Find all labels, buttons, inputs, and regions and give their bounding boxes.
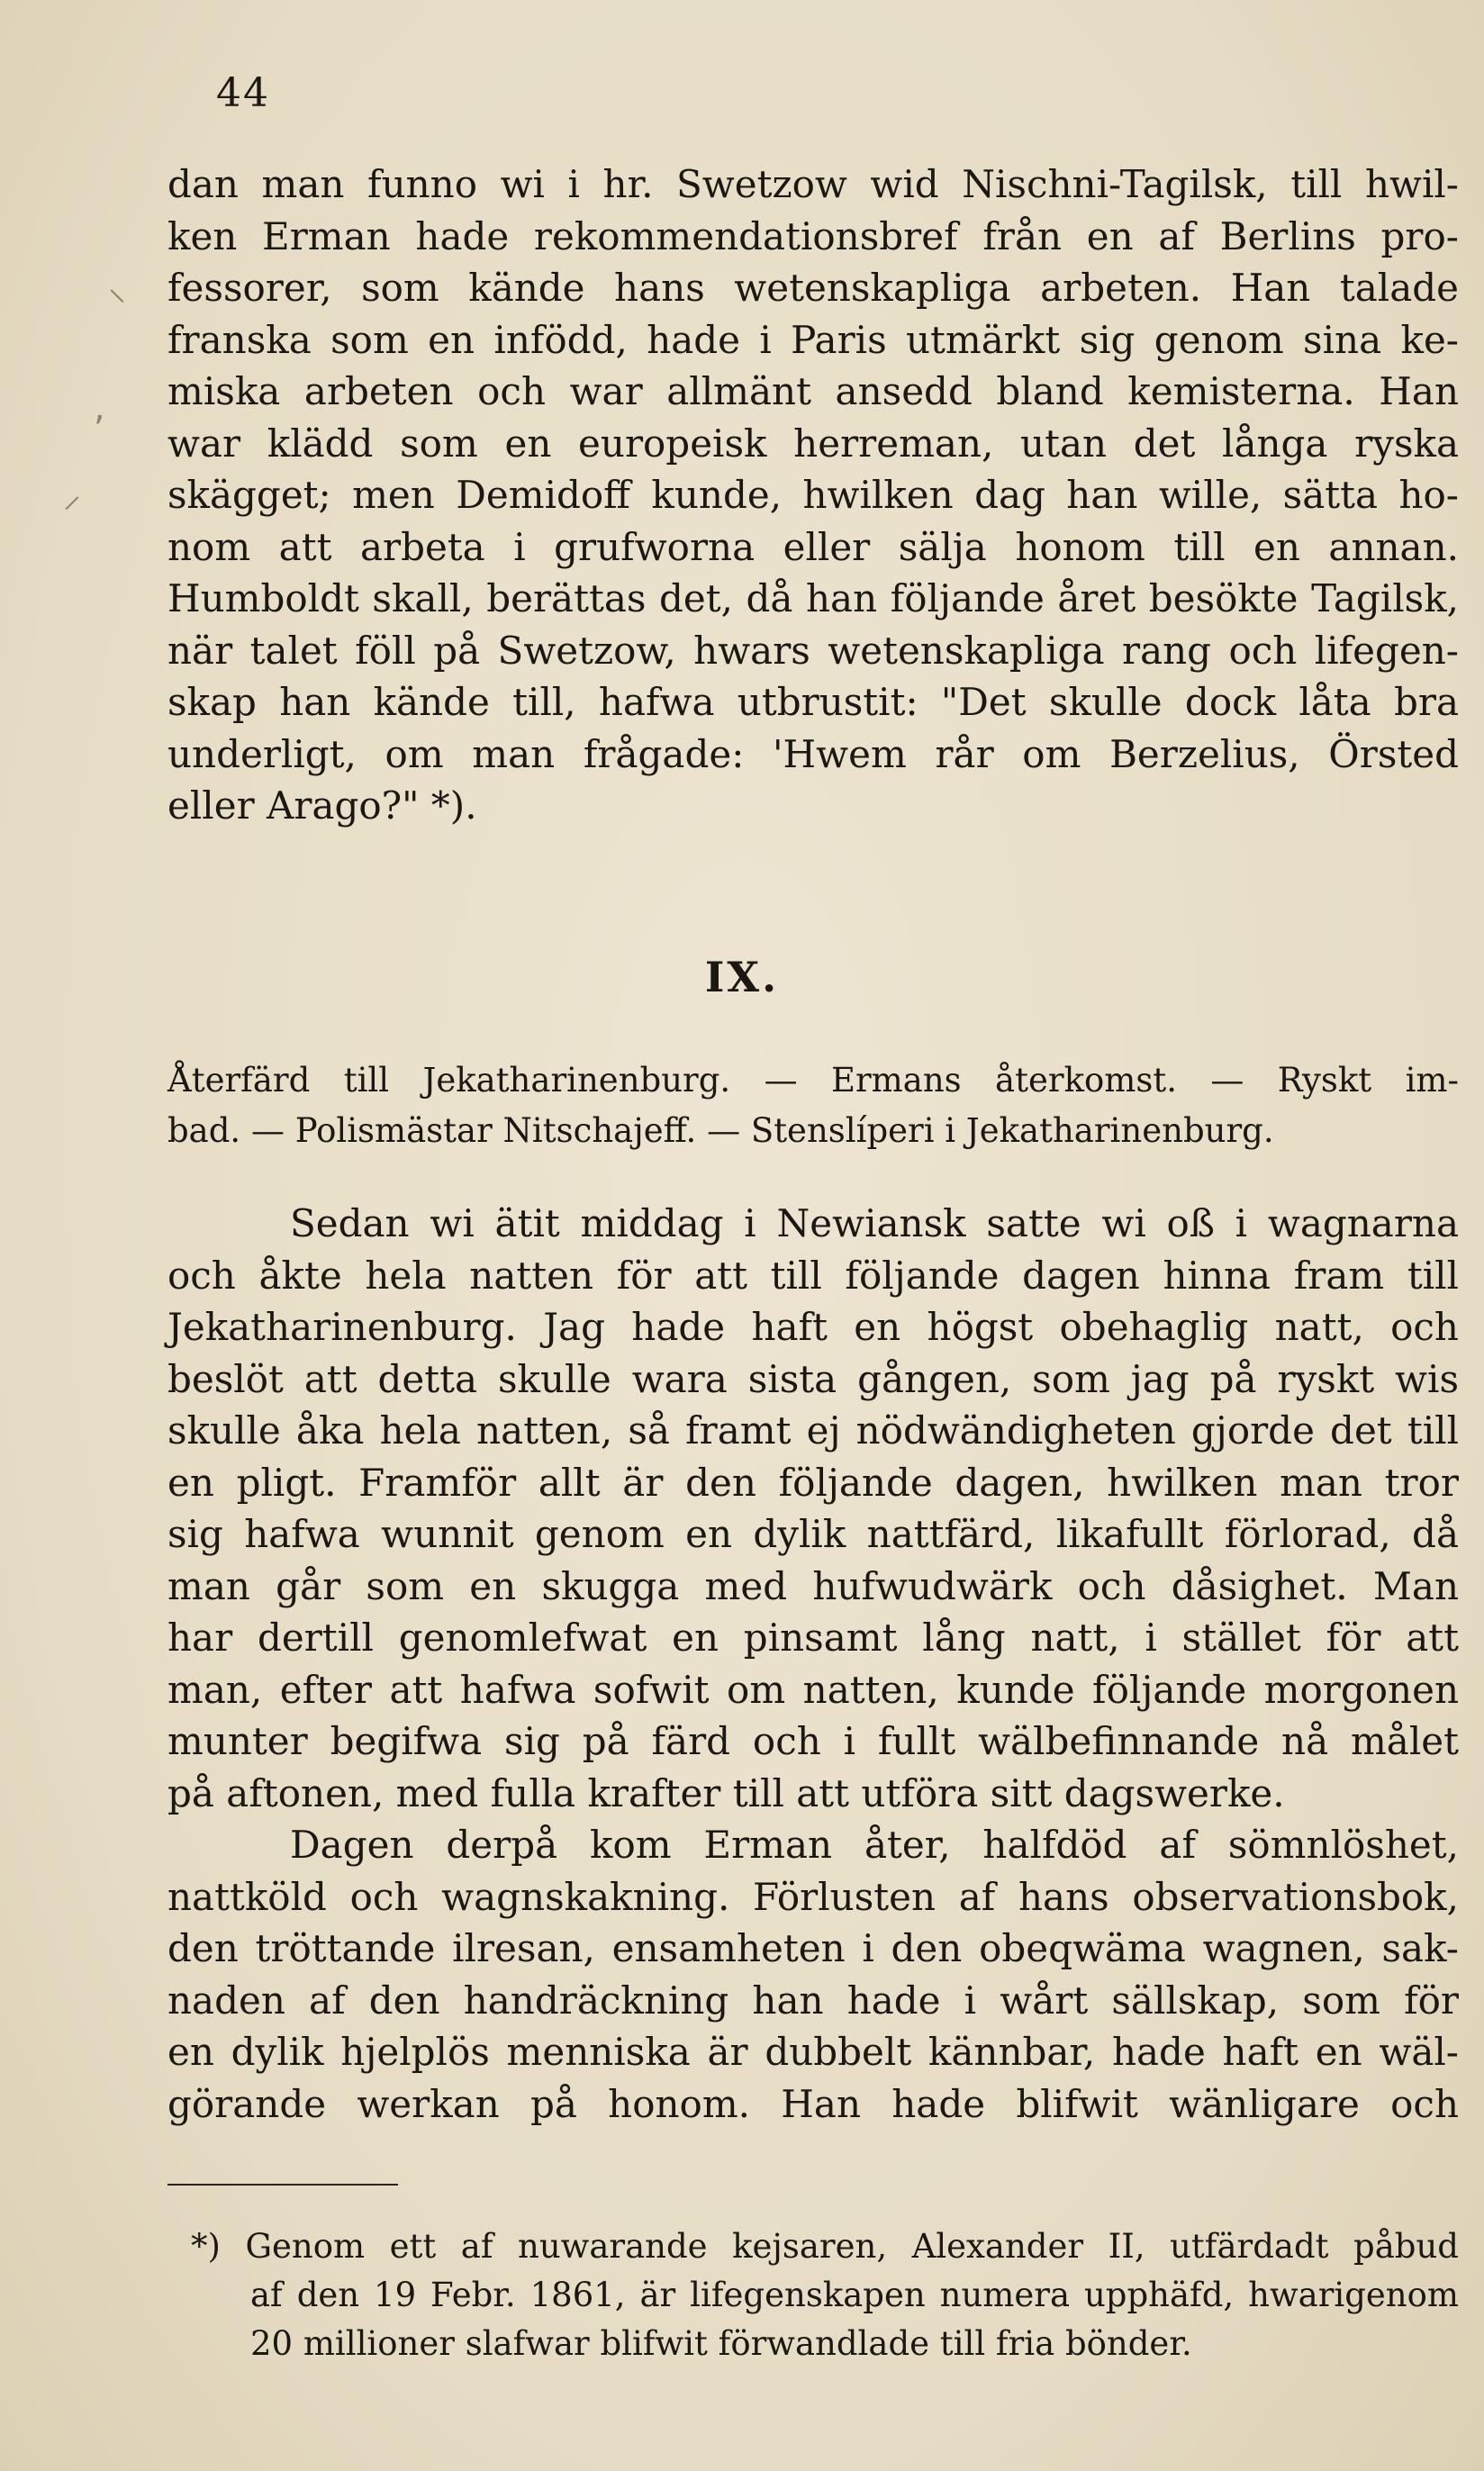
summary-line: Återfärd till Jekatharinenburg. — Ermans återkomst. — Ryskt im- xyxy=(167,1061,1459,1100)
chapter-body xyxy=(167,1198,1459,2130)
text-line: nattköld och wagnskakning. Förlusten af hans observationsbok, xyxy=(167,1874,1459,1919)
text-line: munter begifwa sig på färd och i fullt wälbefinnande nå målet xyxy=(167,1719,1459,1763)
text-line: underligt, om man frågade: 'Hwem rår om Berzelius, Örsted xyxy=(167,731,1459,776)
text-line: man, efter att hafwa sofwit om natten, kunde följande morgonen xyxy=(167,1667,1459,1712)
text-line: dan man funno wi i hr. Swetzow wid Nischni-Tagilsk, till hwil- xyxy=(167,162,1459,206)
paragraph xyxy=(167,1819,1459,2130)
footnote-line: af den 19 Febr. 1861, är lifegenskapen numera upphäfd, hwarigenom xyxy=(250,2276,1459,2314)
text-line: beslöt att detta skulle wara sista gången, som jag på ryskt wis xyxy=(167,1356,1459,1401)
pencil-margin-mark: ⸝ xyxy=(63,475,81,516)
text-line: naden af den handräckning han hade i wårt sällskap, som för xyxy=(167,1978,1459,2023)
text-line: när talet föll på Swetzow, hwars wetenskapliga rang och lifegen- xyxy=(167,628,1459,673)
chapter-number: IX. xyxy=(704,953,780,1001)
text-line: en dylik hjelplös menniska är dubbelt kännbar, hade haft en wäl- xyxy=(167,2030,1459,2074)
paragraph-continuation xyxy=(167,158,1459,832)
text-line: skägget; men Demidoff kunde, hwilken dag han wille, sätta ho- xyxy=(167,473,1459,517)
text-line: skulle åka hela natten, så framt ej nödwändigheten gjorde det till xyxy=(167,1408,1459,1453)
text-line: Dagen derpå kom Erman åter, halfdöd af sömnlöshet, xyxy=(290,1823,1459,1867)
footnote xyxy=(191,2222,1459,2368)
text-line: den tröttande ilresan, ensamheten i den obeqwäma wagnen, sak- xyxy=(167,1926,1459,1970)
text-line: nom att arbeta i grufworna eller sälja honom till en annan. xyxy=(167,524,1459,569)
footnote-text: Genom ett af nuwarande kejsaren, Alexander II, utfärdadt påbud xyxy=(245,2227,1459,2266)
summary-line: bad. — Polismästar Nitschajeff. — Stenslíperi i Jekatharinenburg. xyxy=(167,1111,1274,1150)
pencil-margin-mark: , xyxy=(94,387,105,429)
text-line: fessorer, som kände hans wetenskapliga arbeten. Han talade xyxy=(167,266,1459,310)
text-line: man går som en skugga med hufwudwärk och dåsighet. Man xyxy=(167,1563,1459,1608)
paragraph xyxy=(167,1198,1459,1819)
text-line: Sedan wi ätit middag i Newiansk satte wi oß i wagnarna xyxy=(290,1201,1459,1245)
text-line: på aftonen, med fulla krafter till att utföra sitt dagswerke. xyxy=(167,1770,1285,1815)
text-line: war klädd som en europeisk herreman, utan det långa ryska xyxy=(167,421,1459,466)
text-line: Jekatharinenburg. Jag hade haft en högst obehaglig natt, och xyxy=(167,1305,1459,1349)
text-line: Humboldt skall, berättas det, då han följande året besökte Tagilsk, xyxy=(167,576,1459,620)
text-line: sig hafwa wunnit genom en dylik nattfärd, likafullt förlorad, då xyxy=(167,1512,1459,1556)
footnote-marker: *) xyxy=(191,2227,221,2266)
text-line: görande werkan på honom. Han hade blifwit wänligare och xyxy=(167,2081,1459,2126)
pencil-margin-mark: ⸜ xyxy=(108,267,126,309)
text-line: har dertill genomlefwat en pinsamt lång natt, i stället för att xyxy=(167,1616,1459,1660)
text-line: en pligt. Framför allt är den följande dagen, hwilken man tror xyxy=(167,1460,1459,1505)
text-line: miska arbeten och war allmänt ansedd bland kemisterna. Han xyxy=(167,369,1459,413)
footnote-divider xyxy=(167,2184,398,2186)
footnote-line: 20 millioner slafwar blifwit förwandlade till fria bönder. xyxy=(250,2324,1192,2363)
text-line: eller Arago?" *). xyxy=(167,783,477,828)
text-line: ken Erman hade rekommendationsbref från en af Berlins pro- xyxy=(167,213,1459,258)
text-line: skap han kände till, hafwa utbrustit: "Det skulle dock låta bra xyxy=(167,680,1459,724)
text-line: och åkte hela natten för att till följande dagen hinna fram till xyxy=(167,1253,1459,1298)
footnote-line xyxy=(191,2222,1459,2271)
chapter-summary xyxy=(167,1055,1459,1156)
page-number: 44 xyxy=(216,70,270,116)
text-line: franska som en infödd, hade i Paris utmärkt sig genom sina ke- xyxy=(167,317,1459,362)
